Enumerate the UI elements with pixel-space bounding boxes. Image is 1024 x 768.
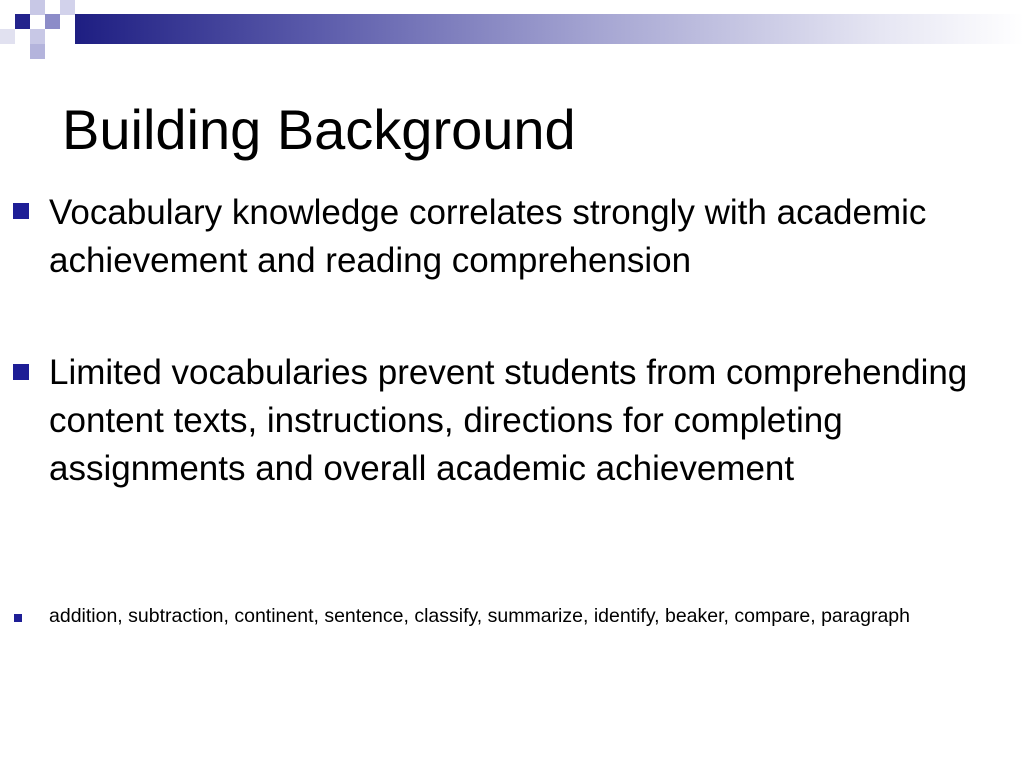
header-decor-square xyxy=(15,14,30,29)
header-decor-square xyxy=(45,14,60,29)
header-decor-square xyxy=(0,29,15,44)
header-decor-square xyxy=(30,29,45,44)
slide-title: Building Background xyxy=(62,98,576,161)
header-gradient-bar xyxy=(75,14,1024,44)
square-bullet-icon xyxy=(13,364,29,380)
square-bullet-icon xyxy=(14,614,22,622)
header-decor-square xyxy=(30,44,45,59)
bullet-text: Limited vocabularies prevent students from comprehending content texts, instructions, directions for completing assignments and overall academic achievement xyxy=(49,353,968,488)
header-decor-square xyxy=(30,0,45,15)
header-decor-square xyxy=(60,0,75,15)
bullet-text: addition, subtraction, continent, sentence, classify, summarize, identify, beaker, compare, paragraph xyxy=(49,605,910,627)
bullet-text: Vocabulary knowledge correlates strongly with academic achievement and reading comprehension xyxy=(49,193,927,280)
square-bullet-icon xyxy=(13,203,29,219)
